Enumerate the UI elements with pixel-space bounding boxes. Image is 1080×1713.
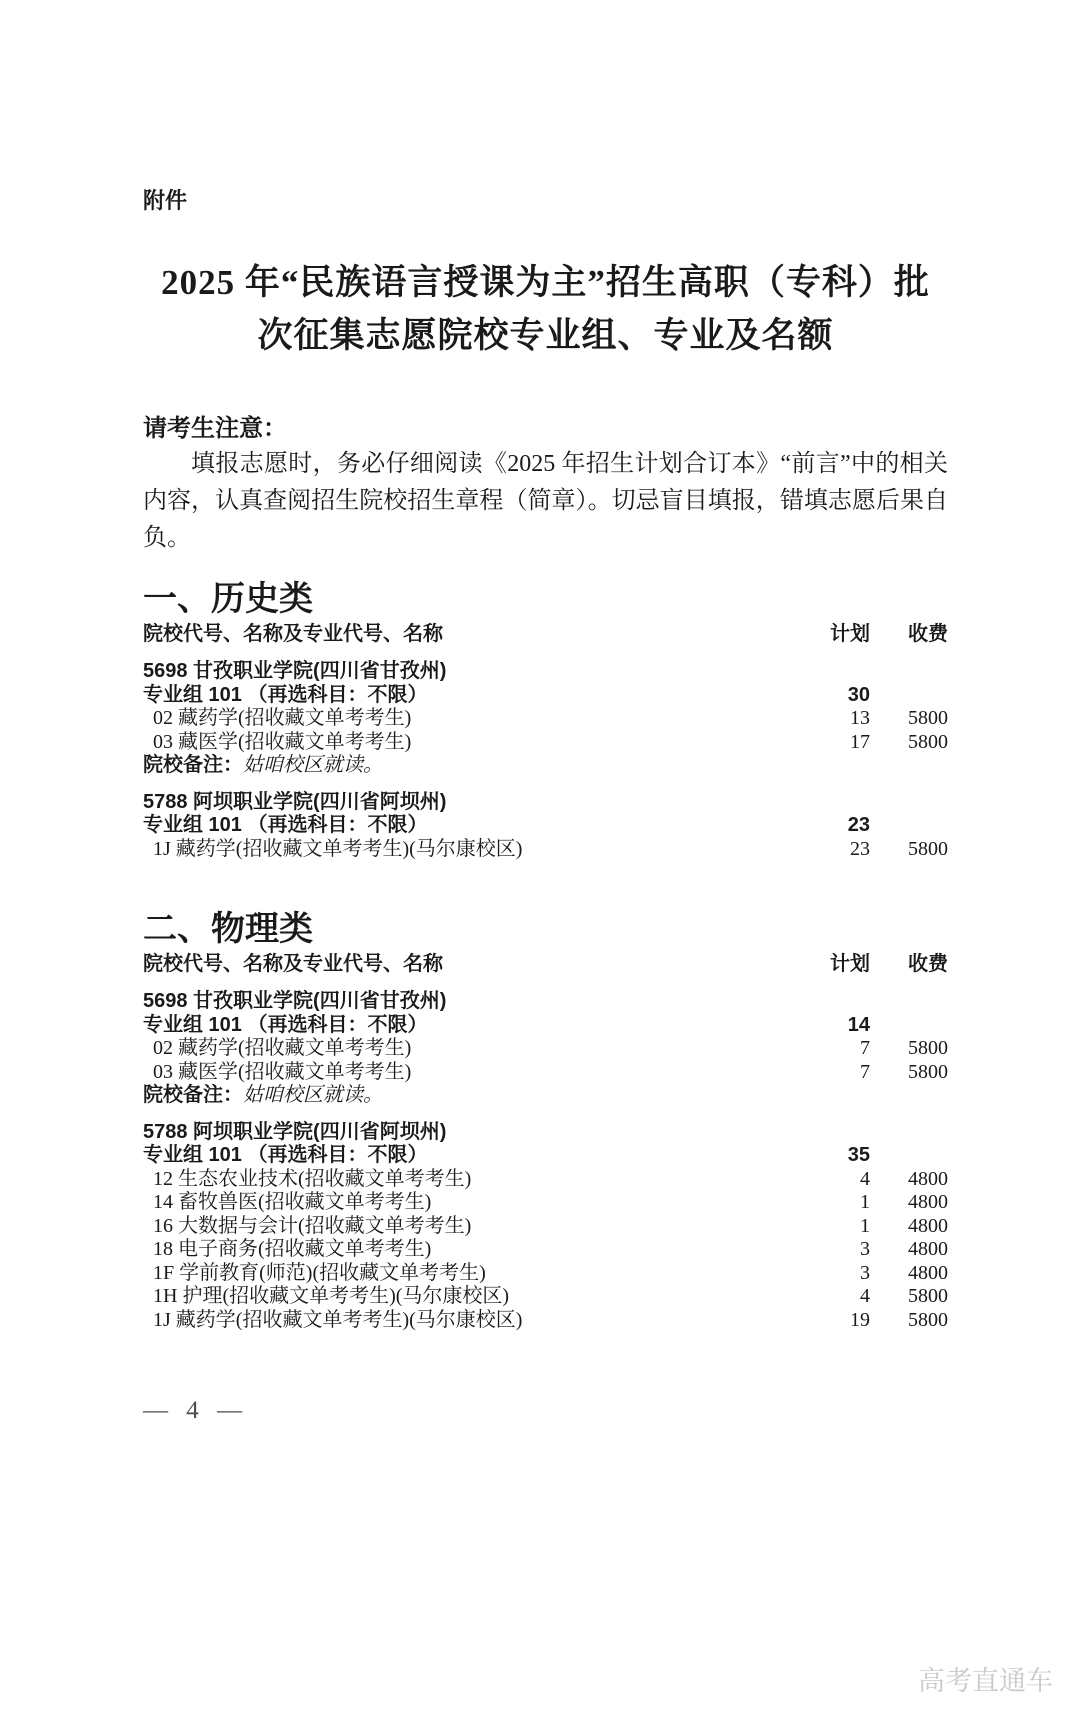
table-body-history (143, 660, 948, 861)
table-row-institution (143, 660, 948, 684)
row-plan: 3 (860, 1261, 870, 1284)
table-row-institution (143, 990, 948, 1014)
row-name (143, 754, 808, 778)
table-row-group (143, 814, 948, 838)
table-row-note (143, 1084, 948, 1108)
watermark-label: 高考直通车 (918, 1666, 1053, 1696)
table-header-name: 院校代号、名称及专业代号、名称 (143, 953, 443, 975)
row-fee (870, 684, 948, 708)
row-fee: 4800 (908, 1238, 948, 1260)
page-number: — 4 — (143, 1397, 248, 1424)
table-header-fee: 收费 (908, 623, 948, 645)
row-fee: 5800 (908, 1285, 948, 1307)
row-fee: 4800 (908, 1167, 948, 1190)
row-plan: 35 (847, 1144, 870, 1166)
row-name: 03 藏医学(招收藏文单考考生) (153, 730, 412, 753)
row-fee: 5800 (908, 837, 948, 860)
table-row-major (143, 1215, 948, 1239)
row-name: 专业组 101 （再选科目：不限） (143, 1144, 428, 1166)
row-plan: 4 (860, 1285, 870, 1307)
table-row-group (143, 1144, 948, 1168)
row-plan: 19 (850, 1308, 870, 1331)
row-plan (808, 1084, 870, 1108)
row-plan: 30 (847, 683, 870, 706)
table-row-major (143, 1309, 948, 1333)
row-fee (870, 1144, 948, 1168)
row-fee (870, 660, 948, 684)
section-history (143, 577, 948, 861)
row-plan (808, 990, 870, 1014)
table-header (143, 951, 948, 977)
row-fee: 5800 (908, 1308, 948, 1331)
table-row-major (143, 1262, 948, 1286)
table-row-major (143, 838, 948, 862)
table-row-major (143, 1168, 948, 1192)
table-row-group (143, 1014, 948, 1038)
row-plan: 3 (860, 1238, 870, 1260)
row-plan (808, 791, 870, 815)
section-physics (143, 907, 948, 1332)
document-title-line1: 2025 年“民族语言授课为主”招生高职（专科）批 (161, 263, 930, 302)
row-plan: 13 (850, 707, 870, 729)
row-plan: 4 (860, 1167, 870, 1190)
section-physics-heading: 二、物理类 (143, 910, 313, 948)
row-name: 5698 甘孜职业学院(四川省甘孜州) (143, 660, 447, 682)
row-plan: 1 (860, 1214, 870, 1237)
table-row-major (143, 707, 948, 731)
note-text: 姑咱校区就读。 (243, 754, 383, 776)
attachment-label: 附件 (143, 188, 188, 213)
document-title (143, 256, 948, 362)
row-plan (808, 754, 870, 778)
row-plan: 7 (860, 1060, 870, 1083)
table-row-major (143, 1061, 948, 1085)
row-plan: 7 (860, 1037, 870, 1059)
table-row-major (143, 1285, 948, 1309)
notice-paragraph: 填报志愿时，务必仔细阅读《2025 年招生计划合订本》“前言”中的相关内容，认真查阅招生院校招生章程（简章）。切忌盲目填报，错填志愿后果自负。 (143, 451, 948, 551)
row-fee: 4800 (908, 1261, 948, 1284)
row-name: 18 电子商务(招收藏文单考考生) (153, 1238, 432, 1260)
table-row-major (143, 1191, 948, 1215)
row-plan (808, 660, 870, 684)
table-row-institution (143, 791, 948, 815)
row-name: 5788 阿坝职业学院(四川省阿坝州) (143, 790, 447, 813)
row-plan (808, 1121, 870, 1145)
row-name: 1J 藏药学(招收藏文单考考生)(马尔康校区) (153, 837, 523, 860)
table-row-major (143, 1238, 948, 1262)
row-plan: 17 (850, 730, 870, 753)
row-plan: 14 (847, 1013, 870, 1036)
table-header-plan: 计划 (830, 953, 870, 975)
row-name: 03 藏医学(招收藏文单考考生) (153, 1060, 412, 1083)
row-fee (870, 990, 948, 1014)
row-plan: 23 (847, 814, 870, 836)
document-page (0, 186, 1080, 1426)
row-fee (870, 814, 948, 838)
table-header (143, 621, 948, 647)
section-history-heading: 一、历史类 (143, 580, 313, 618)
row-name: 专业组 101 （再选科目：不限） (143, 1013, 428, 1036)
row-plan: 23 (850, 837, 870, 860)
notice-heading: 请考生注意： (143, 416, 287, 442)
row-name: 5698 甘孜职业学院(四川省甘孜州) (143, 990, 447, 1012)
table-row-note (143, 754, 948, 778)
row-name: 1H 护理(招收藏文单考考生)(马尔康校区) (153, 1285, 510, 1307)
row-name: 1J 藏药学(招收藏文单考考生)(马尔康校区) (153, 1308, 523, 1331)
document-title-line2: 次征集志愿院校专业组、专业及名额 (257, 316, 834, 355)
row-fee (870, 754, 948, 778)
note-text: 姑咱校区就读。 (243, 1084, 383, 1106)
row-fee: 5800 (908, 1060, 948, 1083)
row-name: 1F 学前教育(师范)(招收藏文单考考生) (153, 1261, 486, 1284)
table-row-major (143, 731, 948, 755)
row-name: 02 藏药学(招收藏文单考考生) (153, 1037, 412, 1059)
row-fee: 5800 (908, 707, 948, 729)
table-row-group (143, 684, 948, 708)
row-fee: 5800 (908, 1037, 948, 1059)
table-row-institution (143, 1121, 948, 1145)
table-row-major (143, 1037, 948, 1061)
row-name: 16 大数据与会计(招收藏文单考考生) (153, 1214, 472, 1237)
row-name (143, 1084, 808, 1108)
row-fee (870, 1014, 948, 1038)
note-label: 院校备注： (143, 1084, 243, 1106)
row-fee (870, 791, 948, 815)
note-label: 院校备注： (143, 754, 243, 776)
row-name: 专业组 101 （再选科目：不限） (143, 683, 428, 706)
table-header-fee: 收费 (908, 953, 948, 975)
table-header-name: 院校代号、名称及专业代号、名称 (143, 623, 443, 645)
row-plan: 1 (860, 1191, 870, 1213)
row-fee: 4800 (908, 1214, 948, 1237)
row-fee (870, 1084, 948, 1108)
row-name: 专业组 101 （再选科目：不限） (143, 814, 428, 836)
row-name: 14 畜牧兽医(招收藏文单考考生) (153, 1191, 432, 1213)
row-fee: 4800 (908, 1191, 948, 1213)
row-fee: 5800 (908, 730, 948, 753)
table-body-physics (143, 990, 948, 1332)
row-name: 12 生态农业技术(招收藏文单考考生) (153, 1167, 472, 1190)
table-header-plan: 计划 (830, 623, 870, 645)
row-name: 02 藏药学(招收藏文单考考生) (153, 707, 412, 729)
row-name: 5788 阿坝职业学院(四川省阿坝州) (143, 1120, 447, 1143)
row-fee (870, 1121, 948, 1145)
